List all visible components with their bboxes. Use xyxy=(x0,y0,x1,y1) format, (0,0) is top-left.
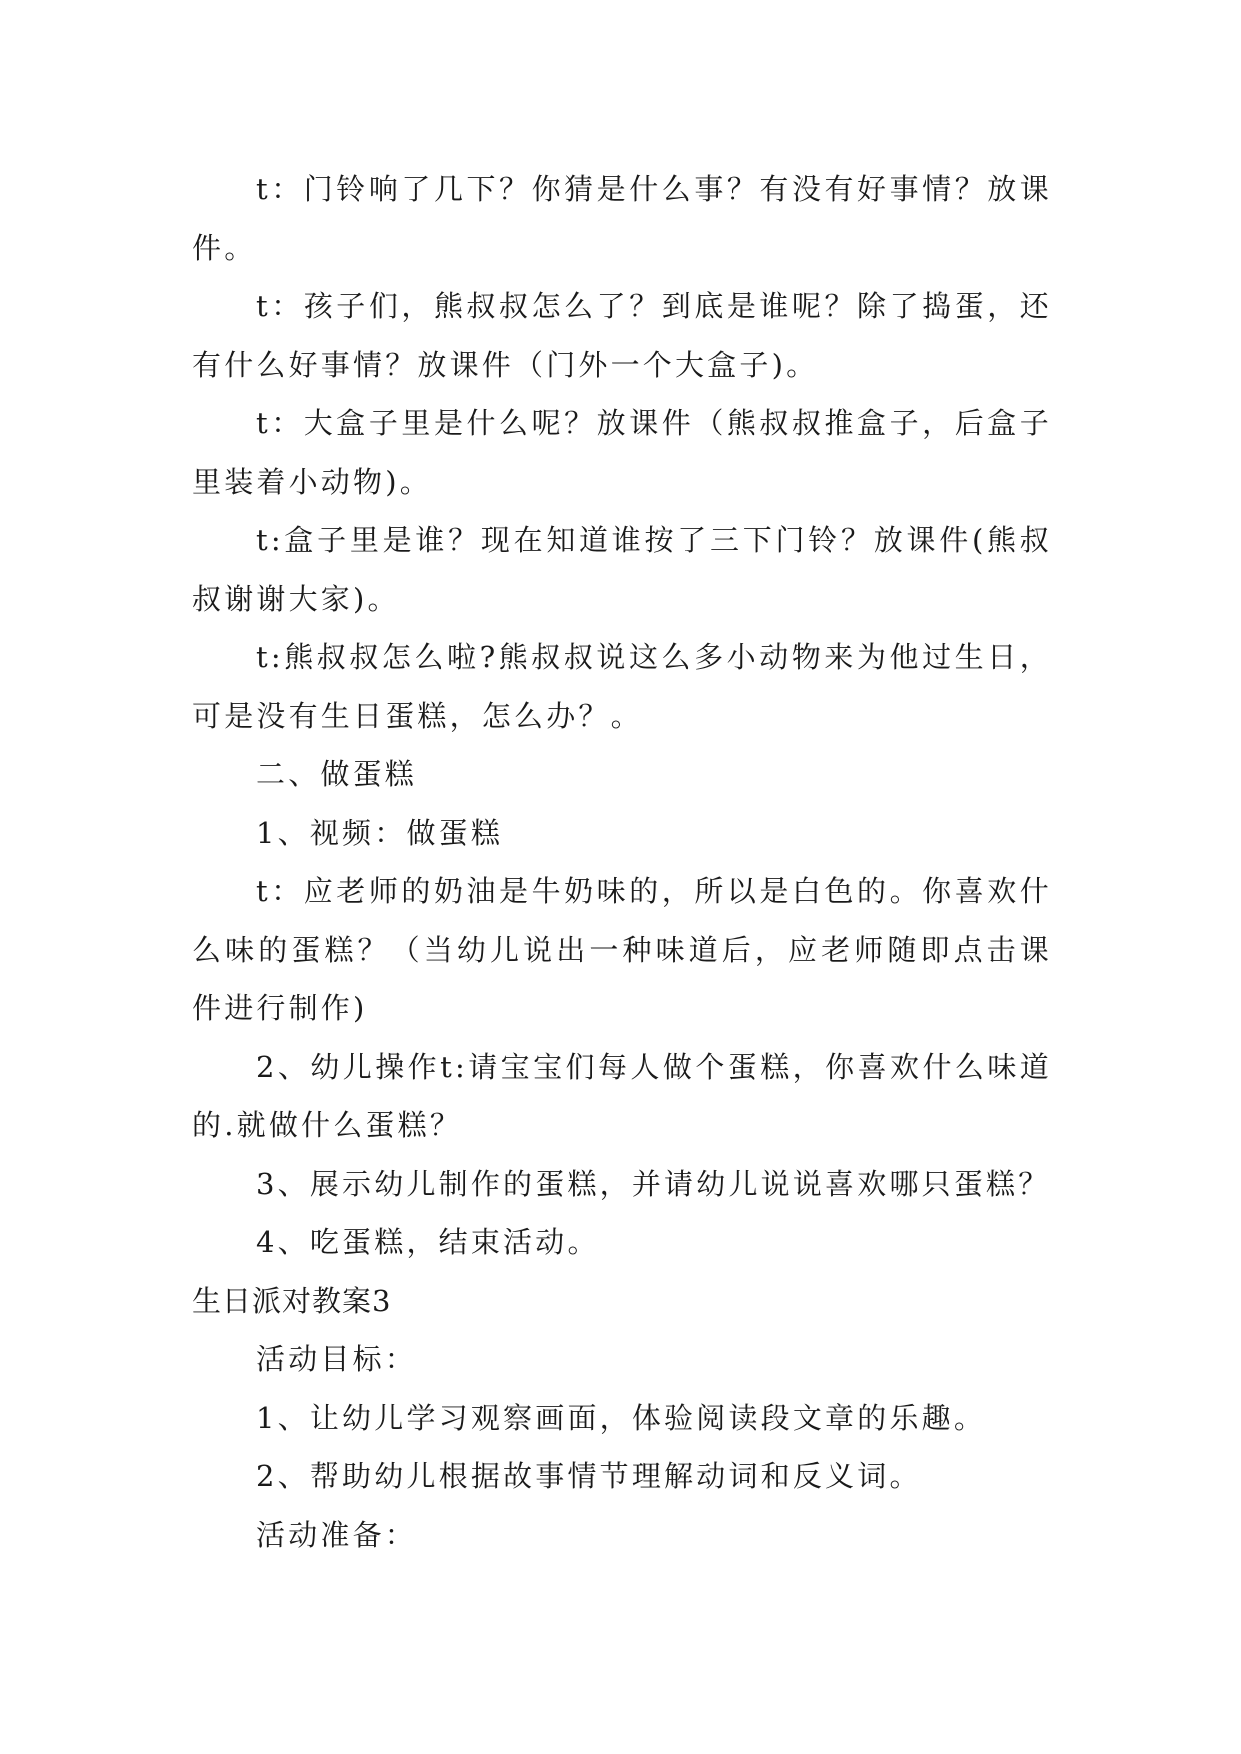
section-heading: 活动目标： xyxy=(256,1342,418,1376)
paragraph: t:熊叔叔怎么啦?熊叔叔说这么多小动物来为他过生日，可是没有生日蛋糕，怎么办？。 xyxy=(192,640,1052,733)
paragraph: t：应老师的奶油是牛奶味的，所以是白色的。你喜欢什么味的蛋糕？（当幼儿说出一种味道后，应老师随即点击课件进行制作) xyxy=(192,874,1052,1025)
document-title: 生日派对教案3 xyxy=(192,1283,392,1318)
document-body xyxy=(192,160,1052,1564)
list-item: 3、展示幼儿制作的蛋糕，并请幼儿说说喜欢哪只蛋糕？ xyxy=(256,1166,1051,1201)
section-heading: 活动准备： xyxy=(256,1517,418,1552)
paragraph: t：孩子们，熊叔叔怎么了？到底是谁呢？除了捣蛋，还有什么好事情？放课件（门外一个大盒子)。 xyxy=(192,289,1052,382)
paragraph: t:盒子里是谁？现在知道谁按了三下门铃？放课件(熊叔叔谢谢大家)。 xyxy=(192,523,1052,616)
list-item: 1、视频：做蛋糕 xyxy=(256,815,504,850)
paragraph: t：门铃响了几下？你猜是什么事？有没有好事情？放课件。 xyxy=(192,172,1052,265)
paragraph: t：大盒子里是什么呢？放课件（熊叔叔推盒子，后盒子里装着小动物)。 xyxy=(192,406,1052,499)
list-item: 2、帮助幼儿根据故事情节理解动词和反义词。 xyxy=(256,1459,922,1493)
section-heading: 二、做蛋糕 xyxy=(256,757,418,791)
list-item: 2、幼儿操作t:请宝宝们每人做个蛋糕，你喜欢什么味道的.就做什么蛋糕？ xyxy=(192,1049,1052,1142)
list-item: 4、吃蛋糕，结束活动。 xyxy=(256,1225,600,1259)
list-item: 1、让幼儿学习观察画面，体验阅读段文章的乐趣。 xyxy=(256,1400,987,1435)
